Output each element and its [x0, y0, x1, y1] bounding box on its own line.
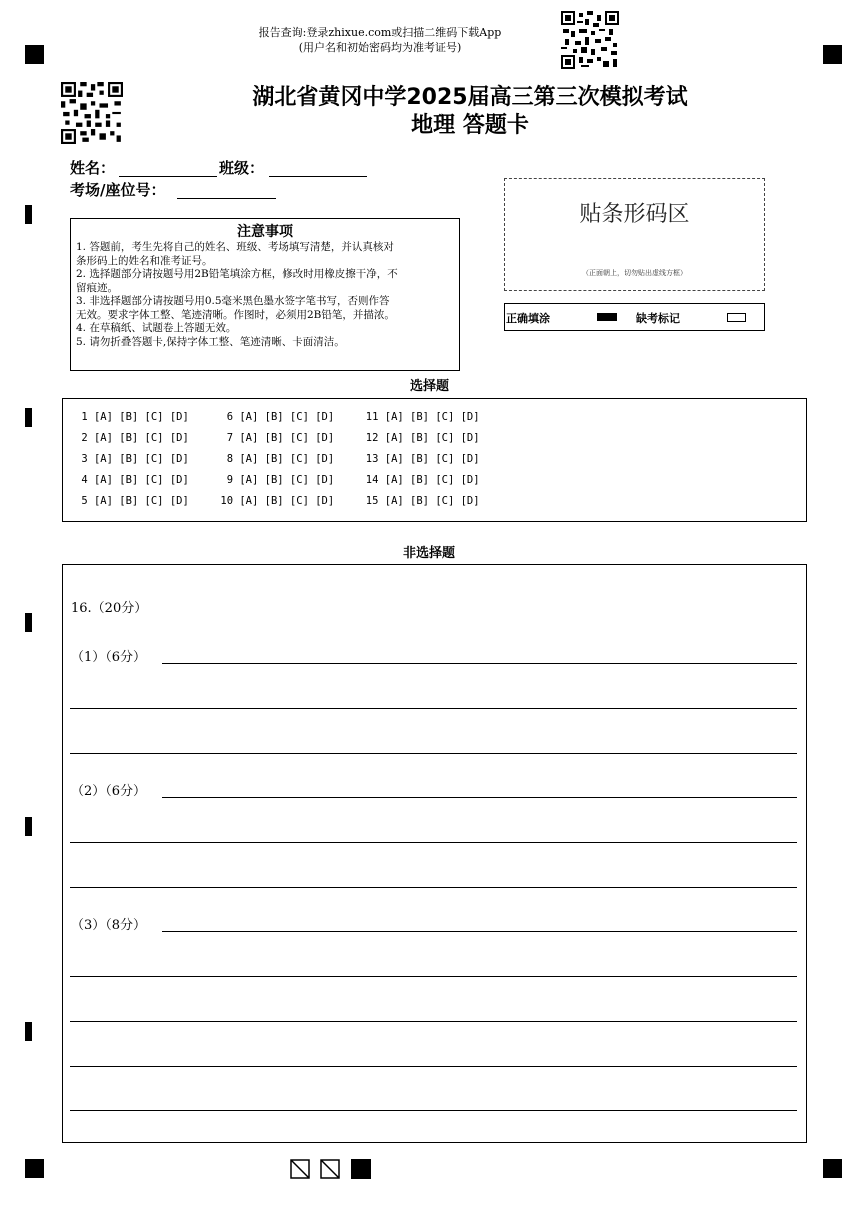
- answer-line[interactable]: [162, 797, 797, 798]
- fill-legend: [504, 303, 765, 331]
- answer-sheet-title: 地理 答题卡: [411, 113, 529, 138]
- barcode-area-hint: （正面朝上，切勿贴出虚线方框）: [582, 269, 687, 277]
- page-mark-slash-icon: [320, 1159, 340, 1179]
- notice-line: 3. 非选择题部分请按题号用0.5毫米黑色墨水签字笔书写，否则作答: [76, 295, 390, 307]
- qr-code-icon: [561, 11, 619, 69]
- answer-line[interactable]: [70, 976, 797, 977]
- class-field[interactable]: [269, 176, 367, 177]
- name-label: 姓名：: [70, 159, 116, 177]
- question-16-label: 16.（20分）: [71, 601, 148, 616]
- side-timing-mark: [25, 205, 32, 224]
- mcq-row[interactable]: 3 [A] [B] [C] [D] 8 [A] [B] [C] [D] 13 [A] [B] [C] [D]: [75, 453, 480, 465]
- exam-title: 湖北省黄冈中学2025届高三第三次模拟考试: [252, 85, 688, 110]
- page-mark-slash-icon: [290, 1159, 310, 1179]
- notice-line: 条形码上的姓名和准考证号。: [76, 254, 213, 267]
- notice-line: 2. 选择题部分请按题号用2B铅笔填涂方框，修改时用橡皮擦干净，不: [76, 268, 398, 280]
- page-mark-filled-icon: [351, 1159, 371, 1179]
- absent-mark-label: 缺考标记: [636, 312, 680, 325]
- report-query-line: 报告查询:登录zhixue.com或扫描二维码下载App: [258, 26, 502, 39]
- notice-title: 注意事项: [237, 224, 293, 240]
- corner-mark-bottom-left: [25, 1159, 44, 1178]
- notice-line: 1. 答题前，考生先将自己的姓名、班级、考场填写清楚，并认真核对: [76, 241, 394, 253]
- notice-line: 5. 请勿折叠答题卡,保持字体工整、笔迹清晰、卡面清洁。: [76, 335, 345, 348]
- notice-line: 无效。要求字体工整、笔迹清晰。作图时，必须用2B铅笔，并描浓。: [76, 308, 395, 321]
- mcq-row[interactable]: 5 [A] [B] [C] [D] 10 [A] [B] [C] [D] 15 [A] [B] [C] [D]: [75, 495, 480, 507]
- qr-code-icon: [61, 82, 123, 144]
- answer-line[interactable]: [70, 842, 797, 843]
- answer-line[interactable]: [162, 931, 797, 932]
- answer-line[interactable]: [70, 1066, 797, 1067]
- mcq-row[interactable]: 1 [A] [B] [C] [D] 6 [A] [B] [C] [D] 11 [A] [B] [C] [D]: [75, 411, 480, 423]
- mcq-row[interactable]: 2 [A] [B] [C] [D] 7 [A] [B] [C] [D] 12 [A] [B] [C] [D]: [75, 432, 480, 444]
- mcq-section-title: 选择题: [410, 379, 450, 394]
- part-2-label: （2）（6分）: [71, 784, 147, 799]
- notice-line: 4. 在草稿纸、试题卷上答题无效。: [76, 322, 237, 334]
- notice-box: [70, 218, 460, 371]
- name-field[interactable]: [119, 176, 217, 177]
- part-3-label: （3）（8分）: [71, 918, 147, 933]
- barcode-area: [504, 178, 765, 291]
- essay-section-title: 非选择题: [403, 546, 456, 561]
- seat-field[interactable]: [177, 198, 276, 199]
- corner-mark-top-left: [25, 45, 44, 64]
- side-timing-mark: [25, 408, 32, 427]
- side-timing-mark: [25, 613, 32, 632]
- notice-line: 留痕迹。: [76, 281, 118, 294]
- report-query-note: [200, 25, 560, 55]
- barcode-area-title: 贴条形码区: [579, 202, 690, 227]
- absent-mark-box[interactable]: [727, 313, 746, 322]
- class-label: 班级：: [219, 159, 265, 177]
- credentials-line: (用户名和初始密码均为准考证号): [298, 41, 462, 54]
- mcq-row[interactable]: 4 [A] [B] [C] [D] 9 [A] [B] [C] [D] 14 [A] [B] [C] [D]: [75, 474, 480, 486]
- seat-label: 考场/座位号：: [70, 181, 166, 199]
- essay-answer-box: [62, 564, 807, 1143]
- corner-mark-top-right: [823, 45, 842, 64]
- answer-line[interactable]: [70, 887, 797, 888]
- correct-fill-label: 正确填涂: [506, 312, 550, 325]
- answer-line[interactable]: [70, 1110, 797, 1111]
- side-timing-mark: [25, 817, 32, 836]
- mcq-answer-box: [62, 398, 807, 522]
- side-timing-mark: [25, 1022, 32, 1041]
- part-1-label: （1）（6分）: [71, 650, 147, 665]
- corner-mark-bottom-right: [823, 1159, 842, 1178]
- answer-line[interactable]: [70, 1021, 797, 1022]
- answer-line[interactable]: [162, 663, 797, 664]
- answer-line[interactable]: [70, 753, 797, 754]
- correct-fill-sample: [597, 313, 617, 321]
- answer-line[interactable]: [70, 708, 797, 709]
